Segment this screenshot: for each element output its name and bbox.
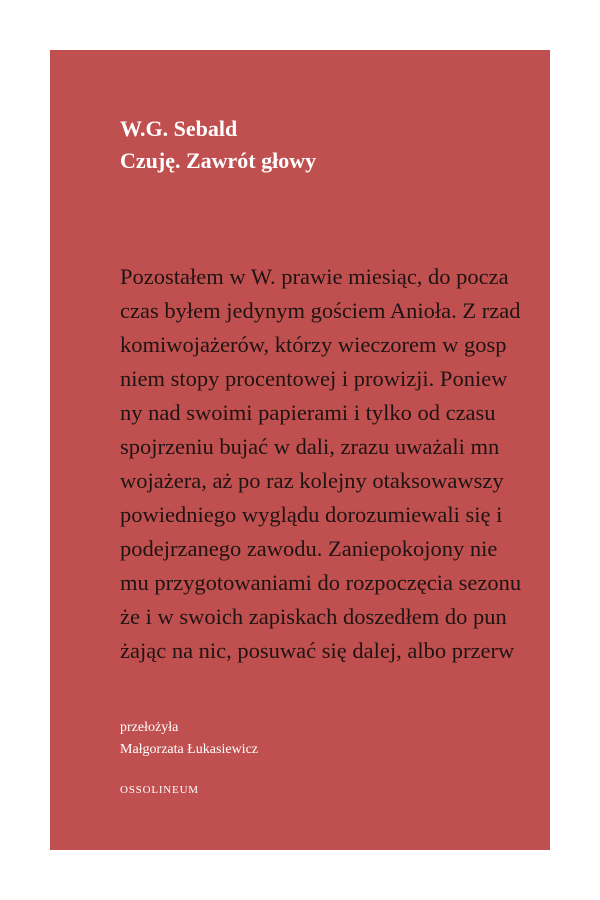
excerpt-line: że i w swoich zapiskach doszedłem do pun <box>120 604 507 629</box>
excerpt-line: czas byłem jedynym gościem Anioła. Z rzad <box>120 298 521 323</box>
excerpt-line: spojrzeniu bujać w dali, zrazu uważali mn <box>120 434 500 459</box>
translator-name: Małgorzata Łukasiewicz <box>120 742 258 757</box>
excerpt-line: żając na nic, posuwać się dalej, albo przerw <box>120 638 515 663</box>
excerpt-text <box>120 260 550 668</box>
excerpt-line: komiwojażerów, którzy wieczorem w gosp <box>120 332 507 357</box>
excerpt-line: mu przygotowaniami do rozpoczęcia sezonu <box>120 570 522 595</box>
excerpt-line: podejrzanego zawodu. Zaniepokojony nie <box>120 536 498 561</box>
translator-label: przełożyła <box>120 720 179 735</box>
book-cover <box>50 50 550 850</box>
book-title: Czuję. Zawrót głowy <box>120 148 317 173</box>
excerpt-line: powiedniego wyglądu dorozumiewali się i <box>120 502 503 527</box>
excerpt-line: niem stopy procentowej i prowizji. Poniew <box>120 366 508 391</box>
excerpt-line: ny nad swoimi papierami i tylko od czasu <box>120 400 496 425</box>
excerpt-line: Pozostałem w W. prawie miesiąc, do pocza <box>120 264 509 289</box>
excerpt-line: wojażera, aż po raz kolejny otaksowawszy <box>120 468 504 493</box>
author-name: W.G. Sebald <box>120 116 238 141</box>
publisher-name: OSSOLINEUM <box>120 784 199 796</box>
